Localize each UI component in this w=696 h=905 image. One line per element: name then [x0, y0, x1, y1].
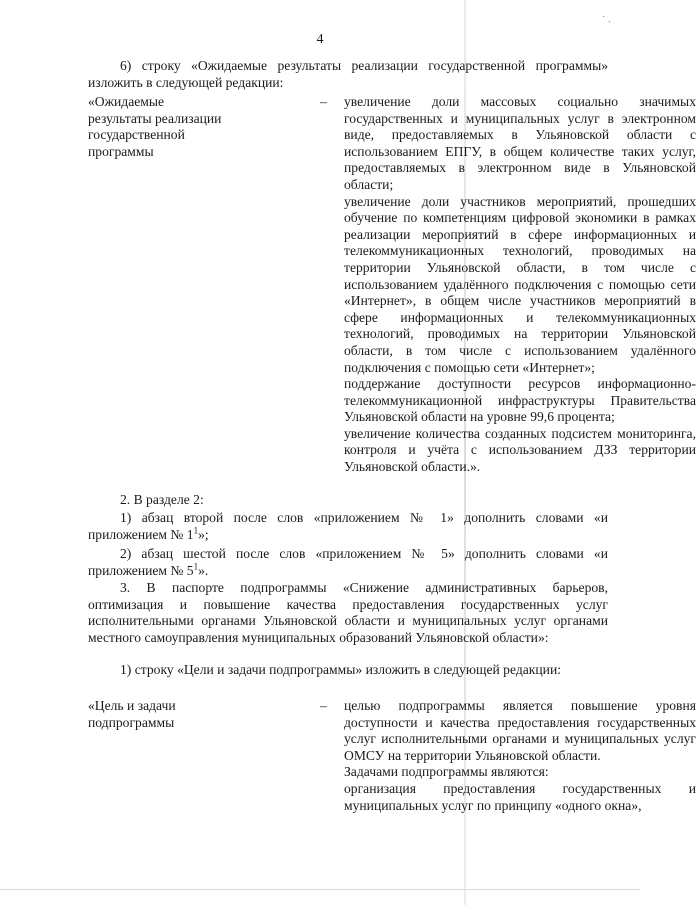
section3-intro: 3. В паспорте подпрограммы «Снижение административных барьеров, оптимизация и повышение качества предоставления государственных услуг исполнительными органами Ульяновской области и муниципальных услуг органами местного самоуправления муниципальных образований Ульяновской области»:: [88, 580, 608, 645]
result-item-2: увеличение доли участников мероприятий, прошедших обучение по компетенциям цифровой экономики в рамках реализации мероприятий в сфере информационных и телекоммуникационных технологий, проводимых на территории Ульяновской области, в том числе с использованием удалённого подключения с помощью сети «Интернет», в общем числе участников мероприятий в сфере информационных и телекоммуникационных технологий, проводимых на территории Ульяновской области, в том числе с использованием удалённого подключения с помощью сети «Интернет»;: [344, 193, 696, 375]
scan-edge: [0, 889, 640, 890]
row-dash: –: [320, 698, 327, 713]
tasks-heading: Задачами подпрограммы являются:: [344, 764, 549, 780]
section2-item2: 2) абзац шестой после слов «приложением № 5» дополнить словами «и приложением № $5^1$».: [88, 546, 608, 578]
row-dash: –: [320, 94, 327, 109]
section6-intro: 6) строку «Ожидаемые результаты реализации государственной программы» изложить в следующей редакции:: [88, 58, 608, 90]
scan-mark: · ˎ: [602, 12, 612, 23]
expected-results-label: «Ожидаемые результаты реализации государственной программы: [88, 94, 222, 159]
result-item-3: поддержание доступности ресурсов информационно-телекоммуникационной инфраструктуры Правительства Ульяновской области на уровне 99,6 процента;: [344, 376, 696, 425]
section3-item1: 1) строку «Цели и задачи подпрограммы» изложить в следующей редакции:: [120, 662, 561, 677]
task-1: организация предоставления государственных и муниципальных услуг по принципу «одного окна»,: [344, 780, 696, 813]
result-item-4: увеличение количества созданных подсистем мониторинга, контроля и учёта с использованием ДЗЗ территории Ульяновской области.».: [344, 425, 696, 475]
section2-heading: 2. В разделе 2:: [120, 492, 204, 507]
goal-text: целью подпрограммы является повышение уровня доступности и качества предоставления государственных услуг исполнительными органами и муниципальных услуг ОМСУ на территории Ульяновской области.: [344, 698, 696, 763]
section2-item1: 1) абзац второй после слов «приложением № 1» дополнить словами «и приложением № $1^1$»;: [88, 510, 608, 542]
page-number: 4: [316, 32, 324, 47]
expected-results-value: [344, 94, 696, 476]
goals-tasks-value: [344, 698, 696, 814]
goals-tasks-label: «Цель и задачи подпрограммы: [88, 698, 176, 730]
result-item-1: увеличение доли массовых социально значимых государственных и муниципальных услуг в электронном виде, предоставляемых в Ульяновской области с использованием ЕПГУ, в общем количестве таких услуг, предоставляемых в электронном виде в Ульяновской области;: [344, 94, 696, 192]
